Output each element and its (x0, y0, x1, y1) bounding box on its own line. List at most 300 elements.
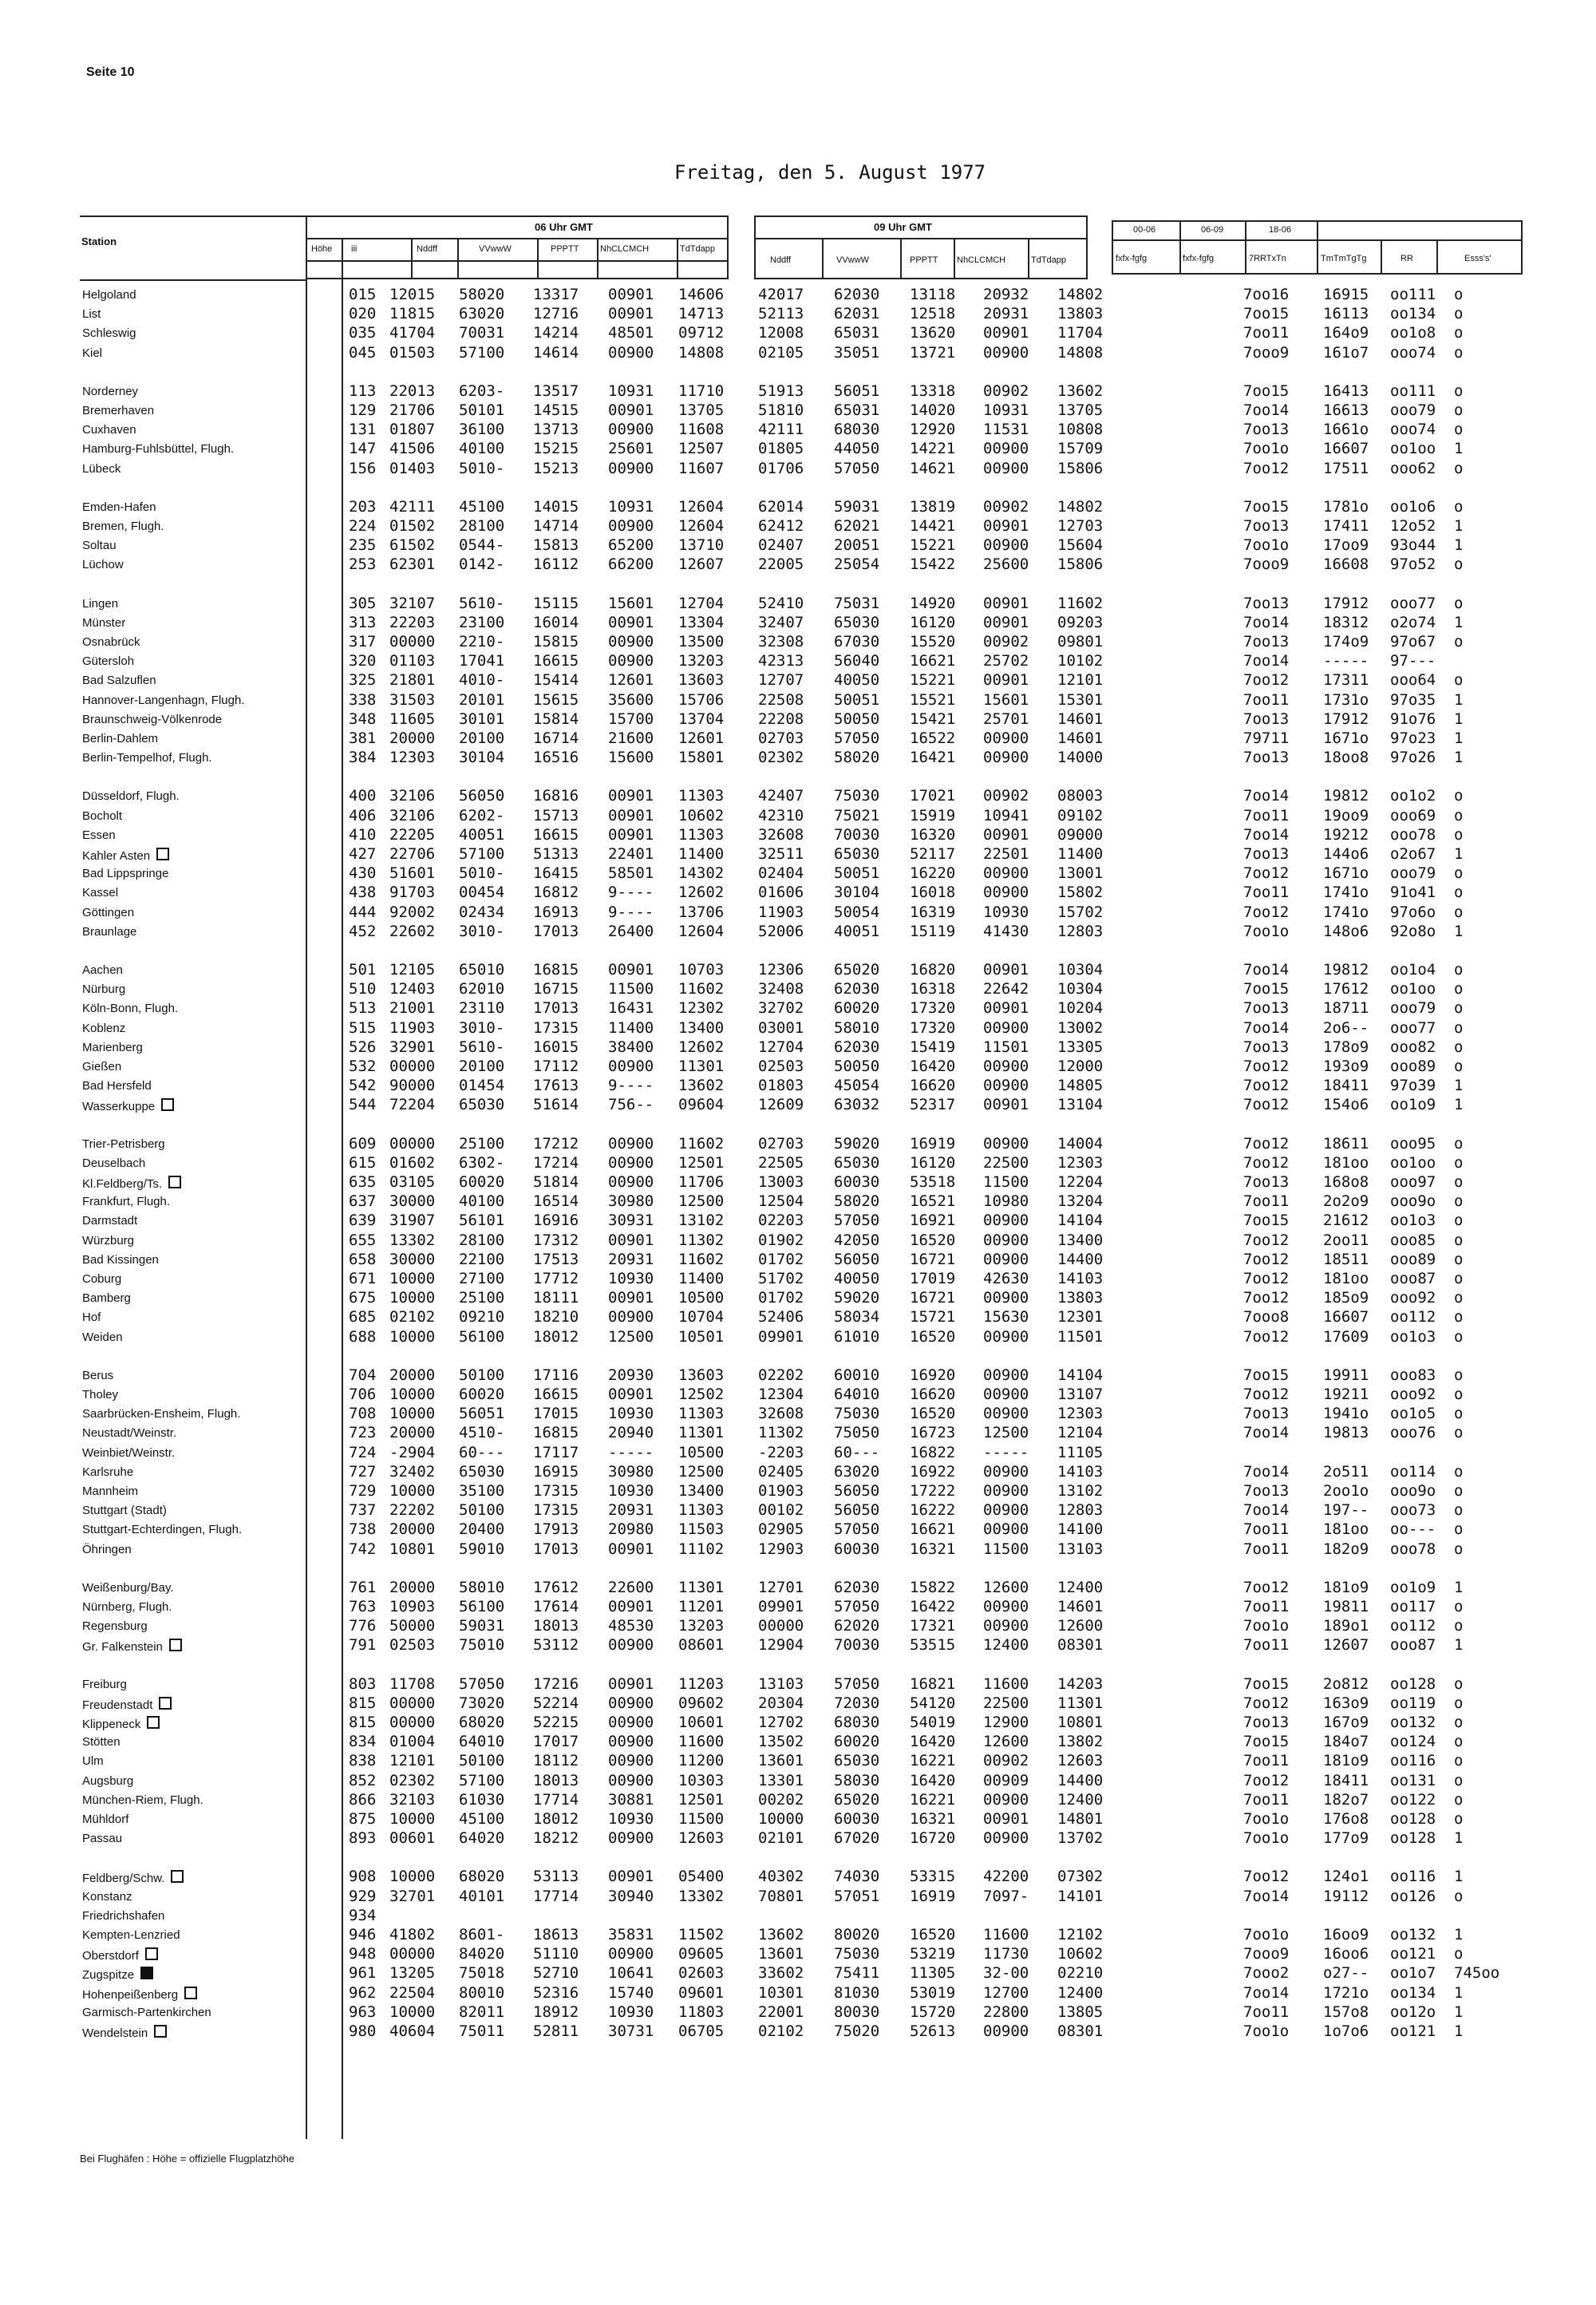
page-number: Seite 10 (86, 65, 135, 79)
cell: 56050 (459, 787, 505, 805)
cell: 08301 (1057, 2022, 1104, 2040)
cell: 60020 (459, 1173, 505, 1191)
cell: 10000 (389, 1405, 436, 1422)
cell: 174o9 (1323, 633, 1369, 650)
cell: 182o7 (1323, 1791, 1369, 1809)
cell: 675 (349, 1289, 377, 1307)
cell: 16415 (533, 864, 579, 882)
cell: o (1454, 498, 1464, 516)
mountain-station-icon (145, 1947, 158, 1960)
cell: o (1454, 401, 1464, 419)
cell: 7oo1o (1243, 2022, 1290, 2040)
header-esss: Esss's' (1464, 254, 1491, 263)
cell: 28100 (459, 517, 505, 535)
cell: 11303 (678, 1501, 725, 1519)
cell: 17019 (910, 1270, 956, 1287)
cell: 62020 (834, 1617, 880, 1635)
cell: 00900 (608, 344, 654, 362)
cell: 11903 (389, 1019, 436, 1037)
cell: 17411 (1323, 517, 1369, 535)
cell: 15709 (1057, 440, 1104, 457)
cell: oo1oo (1390, 440, 1436, 457)
cell: 11501 (1057, 1328, 1104, 1346)
cell: 40051 (459, 826, 505, 844)
cell: 7oo12 (1243, 1386, 1290, 1403)
station-name: Hannover-Langenhagn, Flugh. (82, 694, 245, 707)
cell: 00900 (608, 1135, 654, 1152)
cell: 17041 (459, 652, 505, 670)
cell: 11301 (678, 1058, 725, 1075)
cell: 13805 (1057, 2003, 1104, 2021)
cell: 75011 (459, 2022, 505, 2040)
cell: 25100 (459, 1135, 505, 1152)
cell: 00909 (983, 1772, 1029, 1789)
cell: 09000 (1057, 826, 1104, 844)
cell: 16oo6 (1323, 1945, 1369, 1963)
cell: 64010 (459, 1733, 505, 1750)
cell: 893 (349, 1829, 377, 1847)
cell: 02503 (389, 1636, 436, 1654)
cell: 40050 (834, 1270, 880, 1287)
cell: 10930 (608, 1810, 654, 1828)
cell: 12500 (678, 1192, 725, 1210)
cell: 50000 (389, 1617, 436, 1635)
cell: 42111 (758, 421, 804, 438)
cell: o (1454, 1212, 1464, 1229)
cell: 65030 (459, 1463, 505, 1481)
cell: 80030 (834, 2003, 880, 2021)
cell: 501 (349, 961, 377, 979)
cell: 45100 (459, 1810, 505, 1828)
cell: 00900 (983, 1019, 1029, 1037)
cell: o (1454, 1019, 1464, 1037)
cell: oo122 (1390, 1791, 1436, 1809)
cell: 33602 (758, 1964, 804, 1982)
cell: 91o41 (1390, 884, 1436, 901)
cell: 946 (349, 1926, 377, 1943)
cell: 14601 (1057, 729, 1104, 747)
cell: 08003 (1057, 787, 1104, 805)
cell: 12102 (1057, 1926, 1104, 1943)
cell: 12704 (758, 1038, 804, 1056)
cell: 17614 (533, 1598, 579, 1615)
cell: 52215 (533, 1714, 579, 1731)
cell: 7oo13 (1243, 845, 1290, 863)
cell: 704 (349, 1366, 377, 1384)
cell: 12101 (1057, 671, 1104, 689)
cell: 7oo12 (1243, 1251, 1290, 1268)
cell: 20931 (983, 305, 1029, 322)
cell: 182o9 (1323, 1540, 1369, 1558)
cell: ooo78 (1390, 1540, 1436, 1558)
cell: 11200 (678, 1752, 725, 1769)
cell: 16620 (910, 1386, 956, 1403)
cell: 609 (349, 1135, 377, 1152)
cell: 12702 (758, 1714, 804, 1731)
header-hoehe: Höhe (311, 244, 333, 254)
footer-note: Bei Flughäfen : Höhe = offizielle Flugplatzhöhe (80, 2153, 294, 2165)
cell: 13502 (758, 1733, 804, 1750)
cell: 17609 (1323, 1328, 1369, 1346)
cell: 00901 (608, 1232, 654, 1249)
cell: 13102 (678, 1212, 725, 1229)
station-name: Bad Lippspringe (82, 867, 169, 880)
cell: o (1454, 826, 1464, 844)
cell: 10930 (608, 1270, 654, 1287)
cell: ooo69 (1390, 807, 1436, 824)
cell: 53515 (910, 1636, 956, 1654)
cell: 10500 (678, 1289, 725, 1307)
cell: oo128 (1390, 1829, 1436, 1847)
station-name: Stuttgart (Stadt) (82, 1504, 167, 1517)
station-name: Freiburg (82, 1678, 127, 1691)
cell: 12501 (678, 1791, 725, 1809)
cell: oo128 (1390, 1675, 1436, 1693)
cell: 15520 (910, 633, 956, 650)
header-06-block (306, 215, 729, 279)
cell: 22001 (758, 2003, 804, 2021)
cell: 59010 (459, 1540, 505, 1558)
cell: 10931 (608, 382, 654, 400)
cell: 02407 (758, 536, 804, 554)
cell: 11301 (678, 1579, 725, 1596)
cell: 11102 (678, 1540, 725, 1558)
cell: 00900 (983, 1058, 1029, 1075)
cell: 17013 (533, 999, 579, 1017)
cell: 12008 (758, 324, 804, 342)
cell: 7oo1o (1243, 923, 1290, 940)
mountain-station-icon (159, 1697, 172, 1710)
cell: 58034 (834, 1308, 880, 1326)
cell: 11815 (389, 305, 436, 322)
cell: ooo9o (1390, 1482, 1436, 1500)
cell: 00901 (983, 999, 1029, 1017)
cell: 11302 (678, 1232, 725, 1249)
cell: 15740 (608, 1984, 654, 2002)
cell: 12400 (1057, 1791, 1104, 1809)
cell: 0142- (459, 555, 505, 573)
cell: oo131 (1390, 1772, 1436, 1789)
cell: 10000 (389, 2003, 436, 2021)
station-name: Kahler Asten (82, 848, 169, 863)
cell: 52410 (758, 595, 804, 612)
cell: 12204 (1057, 1173, 1104, 1191)
cell: 16321 (910, 1540, 956, 1558)
cell: 20931 (608, 1251, 654, 1268)
cell: 7oo1o (1243, 1829, 1290, 1847)
cell: 00900 (983, 1501, 1029, 1519)
cell: 17612 (533, 1579, 579, 1596)
cell: 62030 (834, 980, 880, 998)
station-name: Lübeck (82, 462, 121, 476)
station-name: Nürburg (82, 982, 126, 996)
cell: 10808 (1057, 421, 1104, 438)
cell: o (1454, 1810, 1464, 1828)
cell: 00900 (608, 652, 654, 670)
cell: 56050 (834, 1482, 880, 1500)
cell: ----- (983, 1444, 1029, 1461)
cell: 18312 (1323, 614, 1369, 631)
cell: 16920 (910, 1366, 956, 1384)
station-name: Ulm (82, 1754, 104, 1768)
cell: 15115 (533, 595, 579, 612)
cell: 20000 (389, 1366, 436, 1384)
cell: 12105 (389, 961, 436, 979)
cell: 11305 (910, 1964, 956, 1982)
cell: 18511 (1323, 1251, 1369, 1268)
cell: 52117 (910, 845, 956, 863)
cell: 16222 (910, 1501, 956, 1519)
cell: 00900 (983, 1405, 1029, 1422)
cell: 14805 (1057, 1077, 1104, 1094)
cell: 25100 (459, 1289, 505, 1307)
cell: 42200 (983, 1868, 1029, 1885)
cell: 7oo11 (1243, 1192, 1290, 1210)
cell: 7oo12 (1243, 1868, 1290, 1885)
cell: 406 (349, 807, 377, 824)
cell: 17714 (533, 1791, 579, 1809)
cell: 305 (349, 595, 377, 612)
cell: 00902 (983, 633, 1029, 650)
cell: 2oo1o (1323, 1482, 1369, 1500)
cell: 6302- (459, 1154, 505, 1172)
station-name: Münster (82, 616, 126, 630)
cell: 16413 (1323, 382, 1369, 400)
cell: 17212 (533, 1135, 579, 1152)
cell: 12602 (678, 1038, 725, 1056)
cell: 18112 (533, 1752, 579, 1769)
cell: 32106 (389, 807, 436, 824)
cell: 181oo (1323, 1154, 1369, 1172)
cell: o (1454, 1192, 1464, 1210)
cell: 16921 (910, 1212, 956, 1229)
cell: 19112 (1323, 1888, 1369, 1905)
cell: 7oo12 (1243, 1135, 1290, 1152)
cell: 10931 (983, 401, 1029, 419)
cell: 12502 (678, 1386, 725, 1403)
cell: 12604 (678, 498, 725, 516)
cell: 12000 (1057, 1058, 1104, 1075)
cell: 17320 (910, 1019, 956, 1037)
station-name: Hamburg-Fuhlsbüttel, Flugh. (82, 442, 235, 456)
cell: 13710 (678, 536, 725, 554)
cell: 526 (349, 1038, 377, 1056)
cell: 035 (349, 324, 377, 342)
cell: 6203- (459, 382, 505, 400)
cell: 00900 (608, 1772, 654, 1789)
header-7rr: 7RRTxTn (1249, 254, 1286, 263)
cell: 60010 (834, 1366, 880, 1384)
cell: 16816 (533, 787, 579, 805)
station-name: Berlin-Tempelhof, Flugh. (82, 751, 212, 765)
cell: 62030 (834, 1579, 880, 1596)
cell: 181oo (1323, 1520, 1369, 1538)
cell: 10501 (678, 1328, 725, 1346)
cell: ----- (608, 1444, 654, 1461)
cell: 10204 (1057, 999, 1104, 1017)
cell: oo117 (1390, 1598, 1436, 1615)
cell: 20940 (608, 1424, 654, 1441)
cell: o (1454, 633, 1464, 650)
cell: 235 (349, 536, 377, 554)
cell: 00000 (758, 1617, 804, 1635)
cell: 157o8 (1323, 2003, 1369, 2021)
cell: 12600 (1057, 1617, 1104, 1635)
cell: 16oo9 (1323, 1926, 1369, 1943)
cell: 14802 (1057, 498, 1104, 516)
cell: 10303 (678, 1772, 725, 1789)
station-name: Konstanz (82, 1890, 132, 1904)
header-00-06: 00-06 (1133, 225, 1156, 235)
cell: 7oo11 (1243, 1540, 1290, 1558)
cell: 10000 (389, 1270, 436, 1287)
cell: 58010 (834, 1019, 880, 1037)
cell: 32308 (758, 633, 804, 650)
cell: 02210 (1057, 1964, 1104, 1982)
cell: 00900 (608, 421, 654, 438)
cell: 16715 (533, 980, 579, 998)
station-name: Kempten-Lenzried (82, 1928, 180, 1942)
cell: 01903 (758, 1482, 804, 1500)
cell: 00902 (983, 498, 1029, 516)
cell: 16607 (1323, 440, 1369, 457)
cell: 5610- (459, 1038, 505, 1056)
cell: 20304 (758, 1694, 804, 1712)
cell: 60020 (459, 1386, 505, 1403)
cell: 224 (349, 517, 377, 535)
cell: 1741o (1323, 903, 1369, 921)
cell: 10602 (1057, 1945, 1104, 1963)
cell: ooo79 (1390, 864, 1436, 882)
cell: 12303 (389, 749, 436, 766)
cell: 963 (349, 2003, 377, 2021)
cell: 58020 (834, 1192, 880, 1210)
cell: 02703 (758, 729, 804, 747)
cell: 00000 (389, 1694, 436, 1712)
cell: 35831 (608, 1926, 654, 1943)
cell: 7oo15 (1243, 1366, 1290, 1384)
cell: oo1o2 (1390, 787, 1436, 805)
cell: 15822 (910, 1579, 956, 1596)
cell: 4510- (459, 1424, 505, 1441)
cell: 11400 (1057, 845, 1104, 863)
cell: 10602 (678, 807, 725, 824)
cell: 7oo12 (1243, 460, 1290, 477)
cell: 02101 (758, 1829, 804, 1847)
cell: 64010 (834, 1386, 880, 1403)
cell: 16815 (533, 961, 579, 979)
cell: 11502 (678, 1926, 725, 1943)
cell: 7oo12 (1243, 1096, 1290, 1113)
cell: ooo62 (1390, 460, 1436, 477)
cell: 00901 (608, 1598, 654, 1615)
cell: 7oo15 (1243, 305, 1290, 322)
cell: 17oo9 (1323, 536, 1369, 554)
cell: 184o7 (1323, 1733, 1369, 1750)
cell: 637 (349, 1192, 377, 1210)
cell: 30104 (459, 749, 505, 766)
cell: 12518 (910, 305, 956, 322)
cell: oo119 (1390, 1694, 1436, 1712)
cell: 384 (349, 749, 377, 766)
cell: 50050 (834, 710, 880, 728)
cell: 11503 (678, 1520, 725, 1538)
cell: oo132 (1390, 1926, 1436, 1943)
cell: ooo83 (1390, 1366, 1436, 1384)
cell: 12703 (1057, 517, 1104, 535)
cell: 22508 (758, 691, 804, 709)
cell: 7ooo9 (1243, 555, 1290, 573)
cell: 11201 (678, 1598, 725, 1615)
header-ppptt: PPPTT (551, 244, 579, 254)
cell: 00900 (983, 864, 1029, 882)
cell: 15521 (910, 691, 956, 709)
cell: 38400 (608, 1038, 654, 1056)
cell: 11704 (1057, 324, 1104, 342)
cell: 12302 (678, 999, 725, 1017)
cell: 00901 (983, 324, 1029, 342)
cell: 2o2o9 (1323, 1192, 1369, 1210)
cell: 7oo14 (1243, 614, 1290, 631)
cell: 12500 (608, 1328, 654, 1346)
cell: 42050 (834, 1232, 880, 1249)
cell: 1941o (1323, 1405, 1369, 1422)
cell: ooo74 (1390, 421, 1436, 438)
cell: 8601- (459, 1926, 505, 1943)
cell: 15815 (533, 633, 579, 650)
cell: 19212 (1323, 826, 1369, 844)
cell: o (1454, 1733, 1464, 1750)
cell: 08601 (678, 1636, 725, 1654)
cell: 13103 (1057, 1540, 1104, 1558)
cell: 17320 (910, 999, 956, 1017)
cell: 62412 (758, 517, 804, 535)
cell: 16621 (910, 652, 956, 670)
cell: o (1454, 286, 1464, 303)
cell: 00202 (758, 1791, 804, 1809)
cell: 22500 (983, 1154, 1029, 1172)
cell: 32901 (389, 1038, 436, 1056)
cell: 7oo13 (1243, 710, 1290, 728)
cell: 13104 (1057, 1096, 1104, 1113)
cell: 02102 (758, 2022, 804, 2040)
cell: o (1454, 961, 1464, 979)
cell: 30000 (389, 1251, 436, 1268)
cell: 07302 (1057, 1868, 1104, 1885)
mountain-station-icon (161, 1098, 174, 1111)
cell: 15213 (533, 460, 579, 477)
station-name: Bad Kissingen (82, 1253, 159, 1267)
cell: 62021 (834, 517, 880, 535)
cell: 11602 (678, 1135, 725, 1152)
cell: 54120 (910, 1694, 956, 1712)
cell: 13819 (910, 498, 956, 516)
cell: 00901 (983, 671, 1029, 689)
cell: 12609 (758, 1096, 804, 1113)
cell: 15706 (678, 691, 725, 709)
cell: 20980 (608, 1520, 654, 1538)
cell: 53112 (533, 1636, 579, 1654)
cell: 40302 (758, 1868, 804, 1885)
cell: 15221 (910, 536, 956, 554)
cell: 40050 (834, 671, 880, 689)
cell: 00901 (608, 826, 654, 844)
cell: 36100 (459, 421, 505, 438)
cell: 16621 (910, 1520, 956, 1538)
cell: 430 (349, 864, 377, 882)
cell: 67020 (834, 1829, 880, 1847)
cell: 53518 (910, 1173, 956, 1191)
